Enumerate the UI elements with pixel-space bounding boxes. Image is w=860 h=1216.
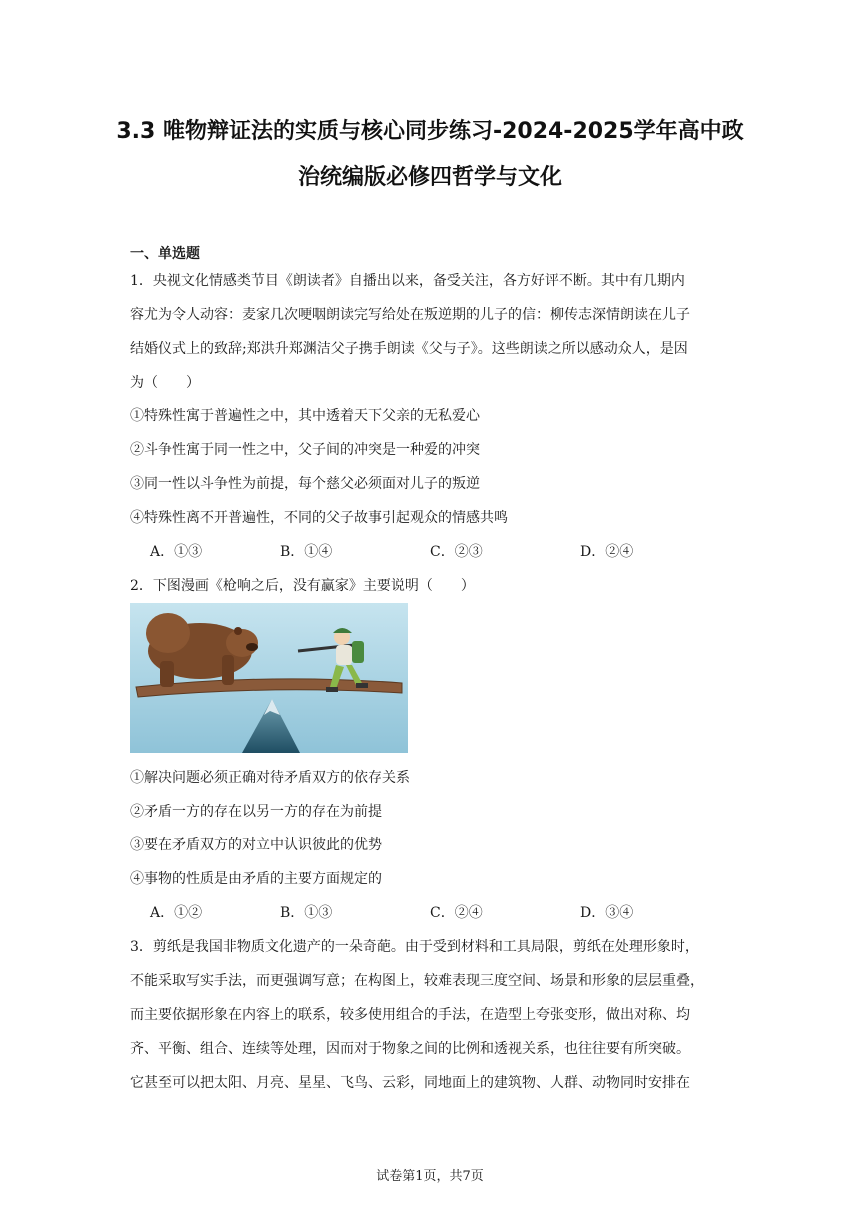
q2-statement: ③要在矛盾双方的对立中认识彼此的优势 [130,837,382,853]
q1-stem-line: 容尤为令人动容：麦家几次哽咽朗读完写给处在叛逆期的儿子的信：柳传志深情朗读在儿子 [130,307,690,323]
document-title-line-1: 3.3 唯物辩证法的实质与核心同步练习-2024-2025学年高中政 [116,119,744,144]
q2-option-d: D．③④ [580,905,634,921]
q1-option-b: B．①④ [280,544,333,560]
q2-statement: ②矛盾一方的存在以另一方的存在为前提 [130,804,382,820]
q1-statement: ②斗争性寓于同一性之中，父子间的冲突是一种爱的冲突 [130,442,480,458]
q1-option-d: D．②④ [580,544,634,560]
q3-stem-line: 而主要依据形象在内容上的联系，较多使用组合的手法，在造型上夸张变形，做出对称、均 [130,1007,690,1023]
section-heading: 一、单选题 [130,246,200,262]
q3-stem-line: 它甚至可以把太阳、月亮、星星、飞鸟、云彩，同地面上的建筑物、人群、动物同时安排在 [130,1075,690,1091]
q2-stem: 2．下图漫画《枪响之后，没有赢家》主要说明（ ） [130,578,475,594]
q1-stem-line: 结婚仪式上的致辞;郑洪升郑渊洁父子携手朗读《父与子》。这些朗读之所以感动众人，是因 [130,341,688,357]
q2-option-c: C．②④ [430,905,483,921]
q2-option-a: A．①② [150,905,203,921]
q1-option-a: A．①③ [150,544,203,560]
q3-stem-line: 不能采取写实手法，而更强调写意；在构图上，较难表现三度空间、场景和形象的层层重叠， [130,973,704,989]
q1-statement: ①特殊性寓于普遍性之中，其中透着天下父亲的无私爱心 [130,408,480,424]
q1-statement: ④特殊性离不开普遍性，不同的父子故事引起观众的情感共鸣 [130,510,508,526]
q1-stem-line: 为（ ） [130,375,200,391]
q3-stem-line: 3．剪纸是我国非物质文化遗产的一朵奇葩。由于受到材料和工具局限，剪纸在处理形象时， [130,939,699,955]
cartoon-image [130,603,408,753]
document-title-line-2: 治统编版必修四哲学与文化 [297,165,562,190]
q1-stem-line: 1．央视文化情感类节目《朗读者》自播出以来，备受关注，各方好评不断。其中有几期内 [130,273,685,289]
q3-stem-line: 齐、平衡、组合、连续等处理，因而对于物象之间的比例和透视关系，也往往要有所突破。 [130,1041,690,1057]
q1-statement: ③同一性以斗争性为前提，每个慈父必须面对儿子的叛逆 [130,476,480,492]
page-footer: 试卷第1页，共7页 [376,1169,484,1184]
q1-option-c: C．②③ [430,544,483,560]
q2-option-b: B．①③ [280,905,333,921]
q2-statement: ①解决问题必须正确对待矛盾双方的依存关系 [130,770,410,786]
q2-statement: ④事物的性质是由矛盾的主要方面规定的 [130,871,382,887]
